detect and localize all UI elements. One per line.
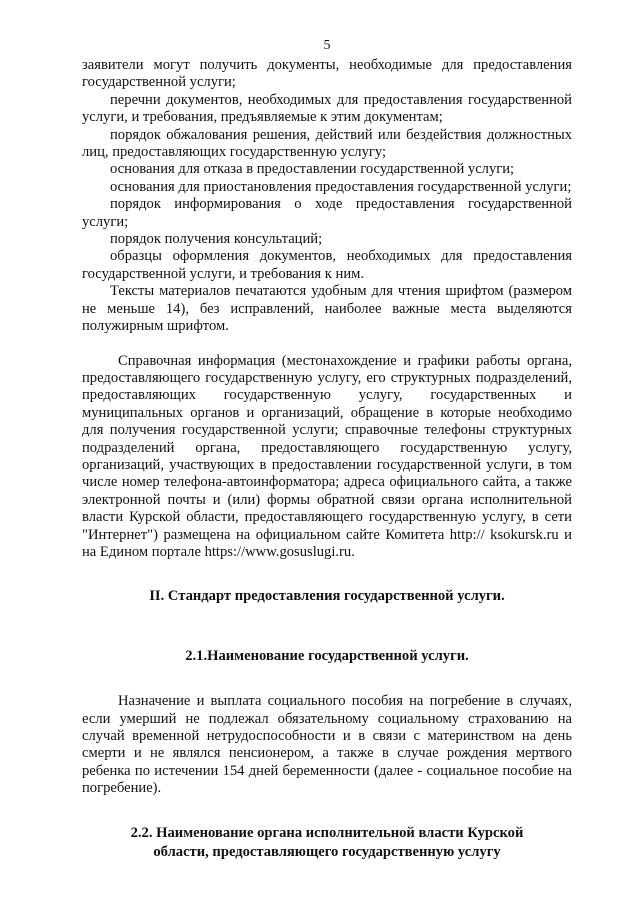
list-item-consultations: порядок получения консультаций; xyxy=(110,231,323,248)
paragraph-reference-info: Справочная информация (местонахождение и графики работы органа, предоставляющего государственную услугу, его структурных подразделений, предоставляющих государственную услугу, государственных и муниципальных органов и организаций, обращение в которые необходимо для получения государственной услуги; справочные телефоны структурных подразделений органа, предоставляющего государственную услугу, организаций, участвующих в предоставлении государственной услуги, в том числе номер телефона-автоинформатора; адреса официального сайта, а также электронной почты и (или) формы обратной связи органа исполнительной власти Курской области, предоставляющего государственную услугу, в сети "Интернет") размещена на официальном сайте Комитета http:// ksokursk.ru и на Едином портале https://www.gosuslugi.ru. xyxy=(82,352,572,560)
section-heading: II. Стандарт предоставления государственной услуги. xyxy=(149,588,505,605)
paragraph-texts-font: Тексты материалов печатаются удобным для чтения шрифтом (размером не меньше 14), без исправлений, наиболее важные места выделяются полужирным шрифтом. xyxy=(82,283,572,335)
list-item-documents-list: перечни документов, необходимых для предоставления государственной услуги, и требования, предъявляемые к этим документам; xyxy=(82,91,572,126)
paragraph-service-name: Назначение и выплата социального пособия на погребение в случаях, если умерший не подлежал обязательному социальному страхованию на случай временной нетрудоспособности и в связи с материнством на день смерти и не являлся пенсионером, а также в случае рождения мертвого ребенка по истечении 154 дней беременности (далее - социальное пособие на погребение). xyxy=(82,693,572,797)
list-item-appeal-procedure: порядок обжалования решения, действий или бездействия должностных лиц, предоставляющих государственную услугу; xyxy=(82,126,572,161)
subsection-2-heading-line-2: области, предоставляющего государственную услугу xyxy=(153,843,501,860)
list-item-document-samples: образцы оформления документов, необходимых для предоставления государственной услуги, и требования к ним. xyxy=(82,248,572,282)
page-number: 5 xyxy=(323,38,331,53)
subsection-2-heading-line-1: 2.2. Наименование органа исполнительной власти Курской xyxy=(130,824,524,841)
list-item-applicants: заявители могут получить документы, необходимые для предоставления государственной услуги; xyxy=(82,57,572,91)
list-item-refusal-grounds: основания для отказа в предоставлении государственной услуги; xyxy=(110,161,515,178)
list-item-suspension-grounds: основания для приостановления предоставления государственной услуги; xyxy=(110,178,572,195)
subsection-2-heading xyxy=(82,824,572,862)
subsection-1-heading: 2.1.Наименование государственной услуги. xyxy=(185,647,469,664)
list-item-informing-procedure: порядок информирования о ходе предоставления государственной услуги; xyxy=(82,196,572,230)
